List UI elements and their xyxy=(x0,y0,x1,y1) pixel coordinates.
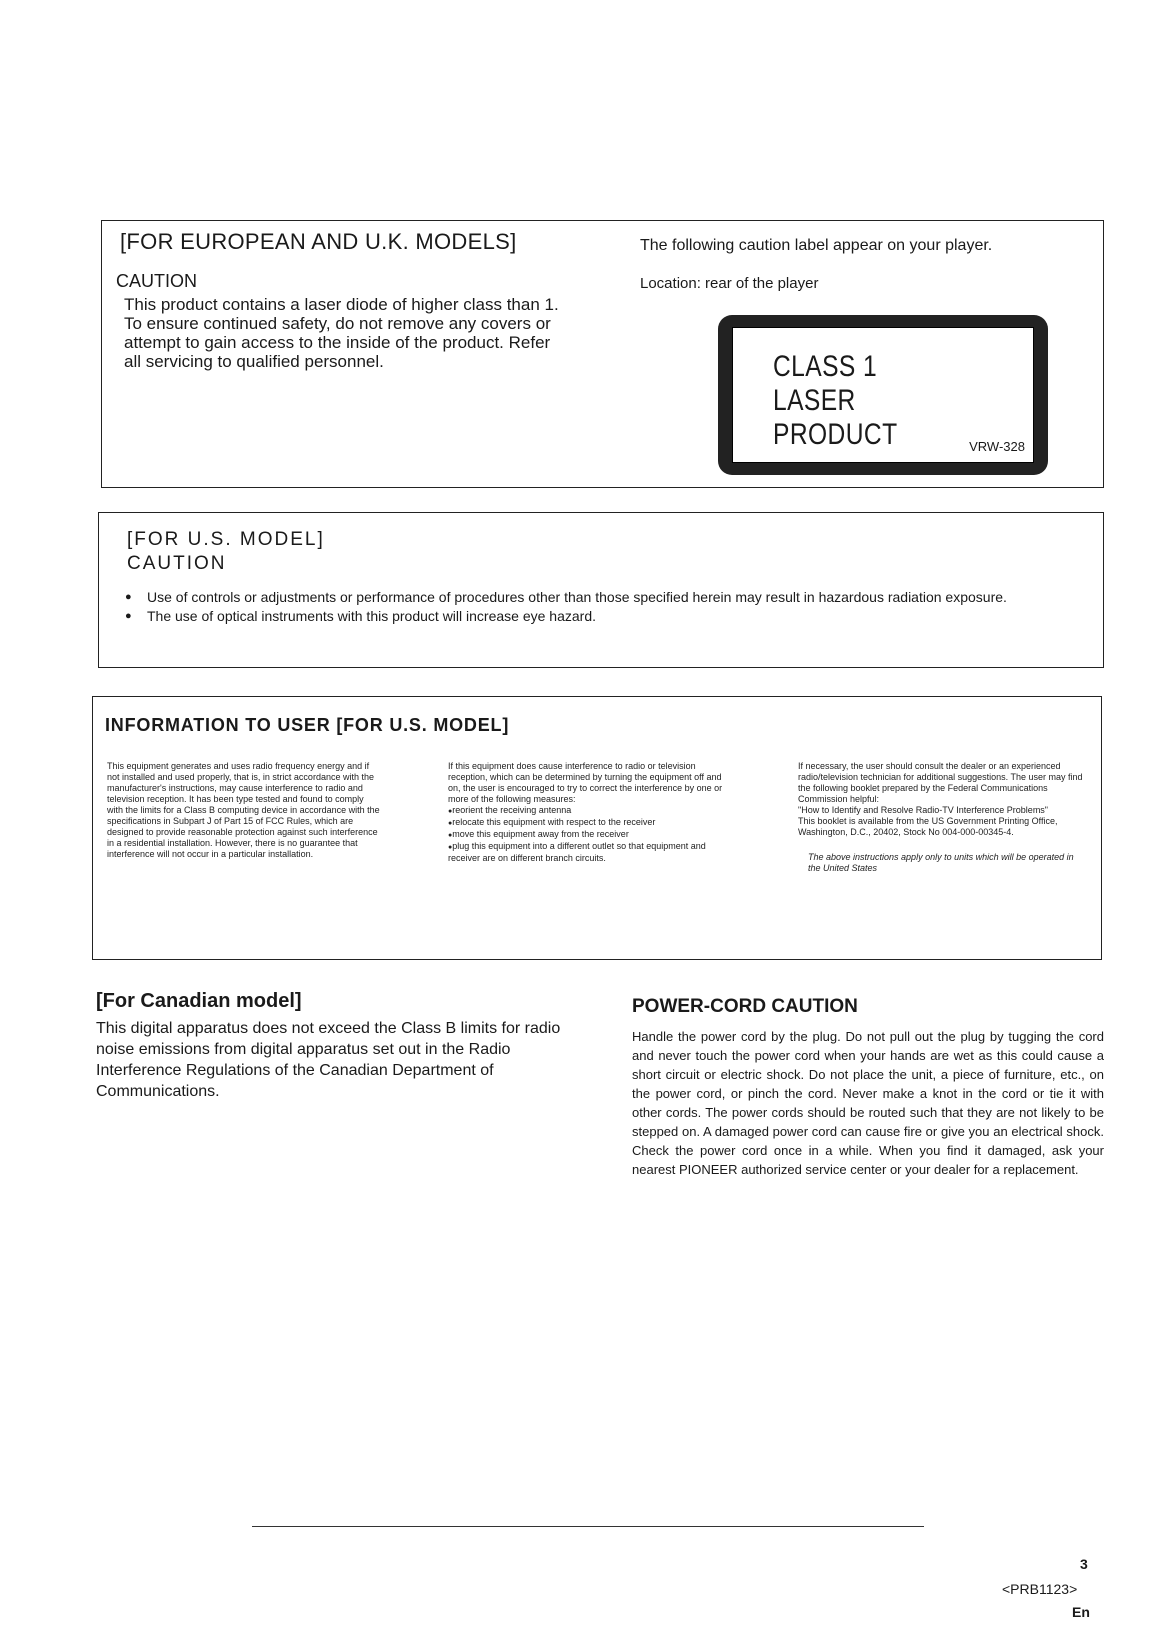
laser-caution-label-face xyxy=(732,327,1034,463)
eu-section-heading: [FOR EUROPEAN AND U.K. MODELS] xyxy=(120,229,517,254)
footer-divider xyxy=(252,1526,924,1527)
label-class-text: CLASS 1 xyxy=(773,350,878,383)
info-paragraph: If this equipment does cause interference to radio or television reception, which can be determined by turning the equipment off and on, the user is encouraged to try to correct the interference by one or more of the following measures: xyxy=(448,761,723,804)
laser-caution-label xyxy=(718,315,1048,475)
info-paragraph: If necessary, the user should consult the dealer or an experienced radio/television technician for additional suggestions. The user may find the following booklet prepared by the Federal Communications Commission helpful: xyxy=(798,761,1083,804)
info-paragraph: This booklet is available from the US Government Printing Office, Washington, D.C., 20402, Stock No 004-000-00345-4. xyxy=(798,816,1058,837)
eu-caution-title: CAUTION xyxy=(116,271,197,291)
us-caution-title: CAUTION xyxy=(127,553,227,574)
page-number: 3 xyxy=(1080,1556,1088,1572)
list-item: ● The use of optical instruments with this product will increase eye hazard. xyxy=(121,608,1071,624)
us-caution-list xyxy=(121,589,1071,627)
list-item: ● Use of controls or adjustments or performance of procedures other than those specified herein may result in hazardous radiation exposure. xyxy=(121,589,1071,605)
info-column-1 xyxy=(107,761,382,860)
us-only-note: The above instructions apply only to units which will be operated in the United States xyxy=(808,852,1074,873)
us-section-heading: [FOR U.S. MODEL] xyxy=(127,529,325,550)
power-cord-heading: POWER-CORD CAUTION xyxy=(632,996,858,1017)
language-code: En xyxy=(1072,1604,1090,1620)
info-measures-list xyxy=(448,805,728,864)
info-paragraph: This equipment generates and uses radio frequency energy and if not installed and used properly, that is, in strict accordance with the manufacturer's instructions, may cause interference to radio and television reception. It has been type tested and found to comply with the limits for a Class B computing device in accordance with the specifications in Subpart J of Part 15 of FCC Rules, which are designed to provide reasonable protection against such interference in a residential installation. However, there is no guarantee that interference will not occur in a particular installation. xyxy=(107,761,380,859)
label-product-text: LASER PRODUCT xyxy=(773,384,898,451)
canada-section-heading: [For Canadian model] xyxy=(96,990,302,1012)
eu-caution-text: This product contains a laser diode of higher class than 1. To ensure continued safety, do not remove any covers or attempt to gain access to the inside of the product. Refer all servicing to qualified personnel. xyxy=(124,295,559,371)
us-caution-box xyxy=(98,512,1104,668)
eu-section-box xyxy=(101,220,1104,488)
info-column-3 xyxy=(798,761,1083,874)
power-cord-text: Handle the power cord by the plug. Do not pull out the plug by tugging the cord and never touch the power cord when your hands are wet as this could cause a short circuit or electric shock. Do not place the unit, a piece of furniture, etc., on the power cord, or pinch the cord. Never make a knot in the cord or tie it with other cords. The power cords should be routed such that they are not likely to be stepped on. A damaged power cord can cause fire or give you an electrical shock. Check the power cord once in a while. When you find it damaged, ask your nearest PIONEER authorized service center or your dealer for a replacement. xyxy=(632,1029,1104,1177)
list-item: ● plug this equipment into a different outlet so that equipment and receiver are on different branch circuits. xyxy=(448,841,728,864)
info-column-2 xyxy=(448,761,728,864)
info-section-heading: INFORMATION TO USER [FOR U.S. MODEL] xyxy=(105,715,510,735)
canada-section-text: This digital apparatus does not exceed the Class B limits for radio noise emissions from digital apparatus set out in the Radio Interference Regulations of the Canadian Department of Communications. xyxy=(96,1020,561,1100)
document-code: <PRB1123> xyxy=(1002,1581,1078,1597)
info-section-box xyxy=(92,696,1102,960)
list-item: ● move this equipment away from the receiver xyxy=(448,829,728,841)
label-code: VRW-328 xyxy=(969,439,1025,454)
label-intro-text: The following caution label appear on your player. xyxy=(640,237,993,254)
booklet-title: "How to Identify and Resolve Radio-TV Interference Problems" xyxy=(798,805,1049,815)
list-item: ● reorient the receiving antenna xyxy=(448,805,728,817)
label-location-text: Location: rear of the player xyxy=(640,275,819,292)
list-item: ● relocate this equipment with respect to the receiver xyxy=(448,817,728,829)
